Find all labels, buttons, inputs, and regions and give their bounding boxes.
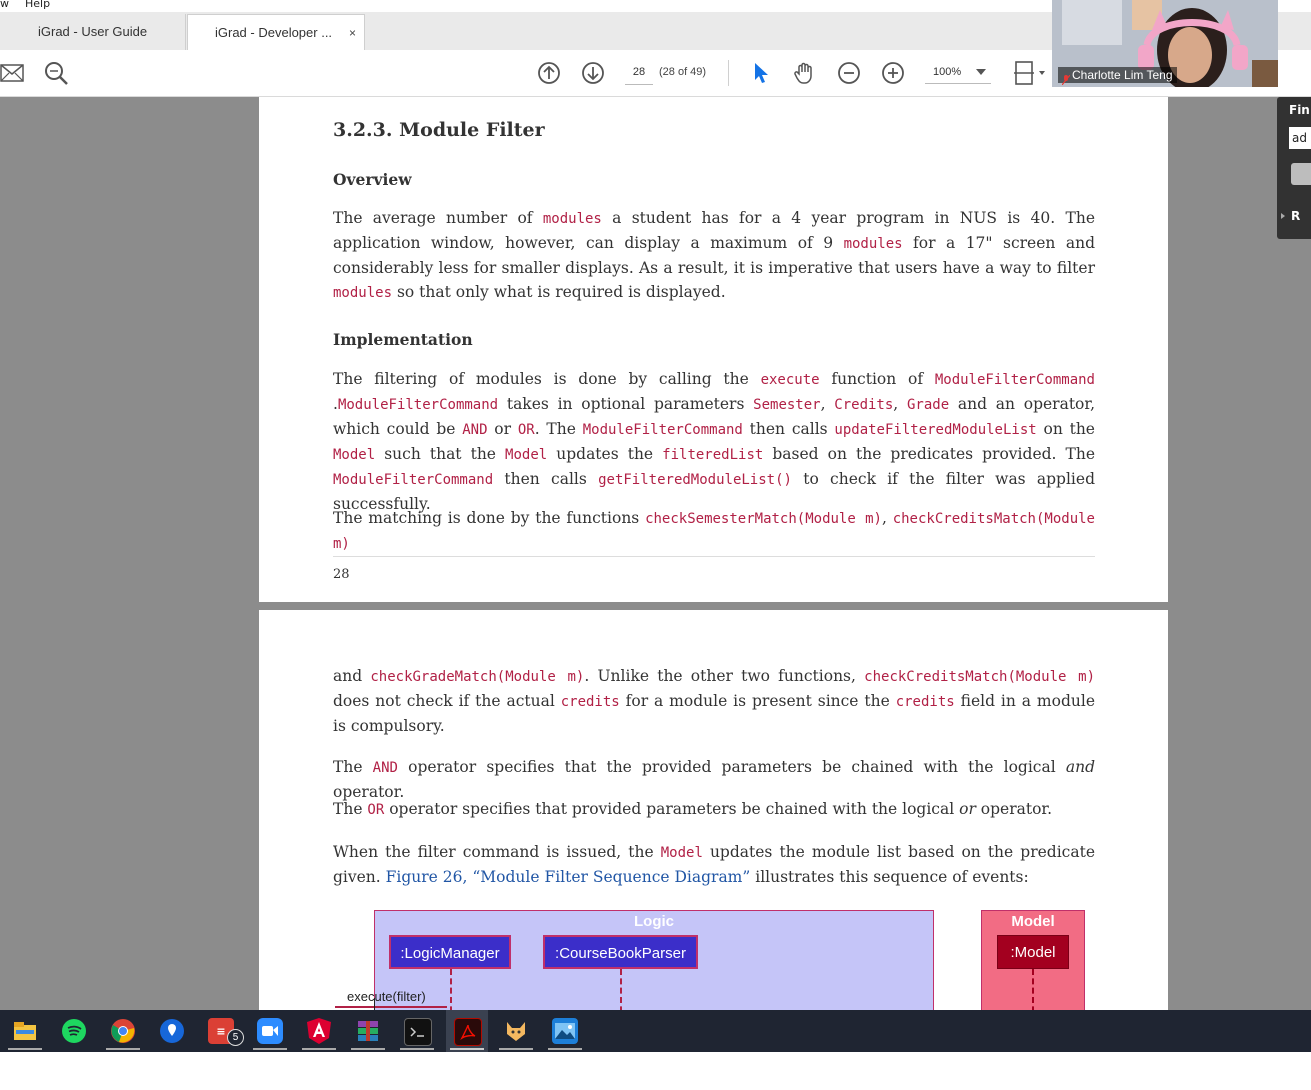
screen-bottom-area (0, 1052, 1311, 1090)
running-indicator (499, 1048, 533, 1050)
credits-paragraph: and checkGradeMatch(Module m). Unlike the other two functions, checkCreditsMatch(Module m) does not check if the actual credits for a module is present since the credits field in a module is compulsory. (333, 667, 1096, 735)
logic-manager-participant: :LogicManager (389, 935, 511, 969)
zoom-select[interactable]: 100% (925, 60, 991, 84)
chrome-icon[interactable] (110, 1018, 136, 1044)
or-operator-paragraph: The OR operator specifies that provided parameters be chained with the logical or operator. (333, 800, 1053, 818)
windows-taskbar (0, 1010, 1311, 1052)
running-indicator (106, 1048, 140, 1050)
find-panel (1277, 97, 1311, 239)
zoom-out-icon[interactable] (837, 61, 861, 85)
document-viewer[interactable] (0, 97, 1311, 1010)
maps-icon[interactable] (159, 1018, 185, 1044)
next-page-icon[interactable] (581, 61, 605, 85)
course-book-parser-participant: :CourseBookParser (543, 935, 698, 969)
find-input[interactable]: ad (1289, 127, 1311, 149)
and-operator-paragraph: The AND operator specifies that the provided parameters be chained with the logical and operator. (333, 758, 1095, 801)
model-frame (981, 910, 1085, 1010)
execute-message-arrow (335, 1006, 447, 1008)
running-indicator (548, 1048, 582, 1050)
section-heading: 3.2.3. Module Filter (333, 119, 545, 141)
menu-window[interactable]: w (0, 0, 9, 10)
terminal-icon[interactable] (404, 1018, 432, 1046)
angular-icon[interactable] (306, 1018, 332, 1044)
page-count: (28 of 49) (659, 66, 707, 78)
implementation-heading: Implementation (333, 330, 473, 349)
implementation-paragraph: The filtering of modules is done by calling the execute function of ModuleFilterCommand .ModuleFilterCommand takes in optional parameters Semester, Credits, Grade and an operator, which could be AND or OR. The ModuleFilterCommand then calls updateFilteredModuleList on the Model such that the Model updates the filteredList based on the predicates provided. The ModuleFilterCommand then calls getFilteredModuleList() to check if the filter was applied successfully. (333, 370, 1096, 513)
select-cursor-icon[interactable] (750, 61, 772, 85)
spotify-icon[interactable] (61, 1018, 87, 1044)
fit-page-icon[interactable] (1012, 59, 1046, 87)
model-participant: :Model (997, 935, 1069, 969)
search-icon[interactable] (43, 60, 69, 86)
model-lifeline (1032, 969, 1034, 1010)
logic-manager-lifeline (450, 969, 452, 1010)
notification-badge: 5 (227, 1029, 244, 1046)
filter-issued-paragraph: When the filter command is issued, the Model updates the module list based on the predicate given. Figure 26, “Module Filter Sequence Diagram” illustrates this sequence of events: (333, 843, 1095, 886)
running-indicator (400, 1048, 434, 1050)
chevron-right-icon[interactable] (1281, 213, 1285, 219)
previous-page-icon[interactable] (537, 61, 561, 85)
winrar-icon[interactable] (355, 1018, 381, 1044)
model-frame-label: Model (1011, 913, 1055, 930)
acrobat-icon[interactable] (454, 1018, 482, 1046)
running-indicator (302, 1048, 336, 1050)
page-footer-rule (333, 556, 1095, 557)
message-marker (374, 998, 375, 1010)
toolbar-divider (728, 60, 729, 86)
running-indicator (8, 1048, 42, 1050)
overview-heading: Overview (333, 170, 412, 189)
logic-frame-label: Logic (634, 913, 674, 930)
tab-developer-guide[interactable] (187, 14, 365, 51)
page-number-input[interactable]: 28 (625, 60, 653, 85)
tab-label: iGrad - User Guide (38, 24, 148, 39)
video-call-thumbnail[interactable] (1052, 0, 1278, 87)
todoist-icon[interactable]: ≡ (208, 1018, 234, 1044)
participant-name: Charlotte Lim Teng (1058, 67, 1177, 83)
tab-label: iGrad - Developer ... (215, 25, 333, 40)
running-indicator (450, 1048, 484, 1050)
execute-message-label: execute(filter) (347, 989, 426, 1004)
file-explorer-icon[interactable] (12, 1018, 38, 1044)
matching-paragraph: The matching is done by the functions checkSemesterMatch(Module m), checkCreditsMatch(Module m) (333, 509, 1095, 552)
figure-link[interactable]: Figure 26, “Module Filter Sequence Diagram” (385, 868, 751, 886)
running-indicator (351, 1048, 385, 1050)
find-title: Fin (1289, 103, 1310, 117)
photos-icon[interactable] (552, 1018, 578, 1044)
page-number: 28 (333, 567, 350, 582)
menu-help[interactable]: Help (25, 0, 51, 10)
running-indicator (253, 1048, 287, 1050)
find-options-label[interactable]: R (1291, 209, 1301, 223)
parser-lifeline (620, 969, 622, 1010)
zoom-icon[interactable] (257, 1018, 283, 1044)
pdf-page-29 (259, 610, 1168, 1010)
pdf-page-28 (259, 97, 1168, 602)
zoom-in-icon[interactable] (881, 61, 905, 85)
logic-frame (374, 910, 934, 1010)
overview-paragraph: The average number of modules a student has for a 4 year program in NUS is 40. The application window, however, can display a maximum of 9 modules for a 17" screen and considerably less for smaller displays. As a result, it is imperative that users have a way to filter modules so that only what is required is displayed. (333, 209, 1096, 301)
hand-tool-icon[interactable] (792, 60, 818, 86)
mail-icon[interactable] (0, 62, 24, 84)
find-next-button[interactable] (1291, 163, 1311, 185)
mic-muted-icon (1062, 70, 1070, 80)
cat-app-icon[interactable] (503, 1018, 529, 1044)
tab-user-guide[interactable] (0, 14, 186, 50)
close-icon[interactable]: × (348, 26, 356, 40)
